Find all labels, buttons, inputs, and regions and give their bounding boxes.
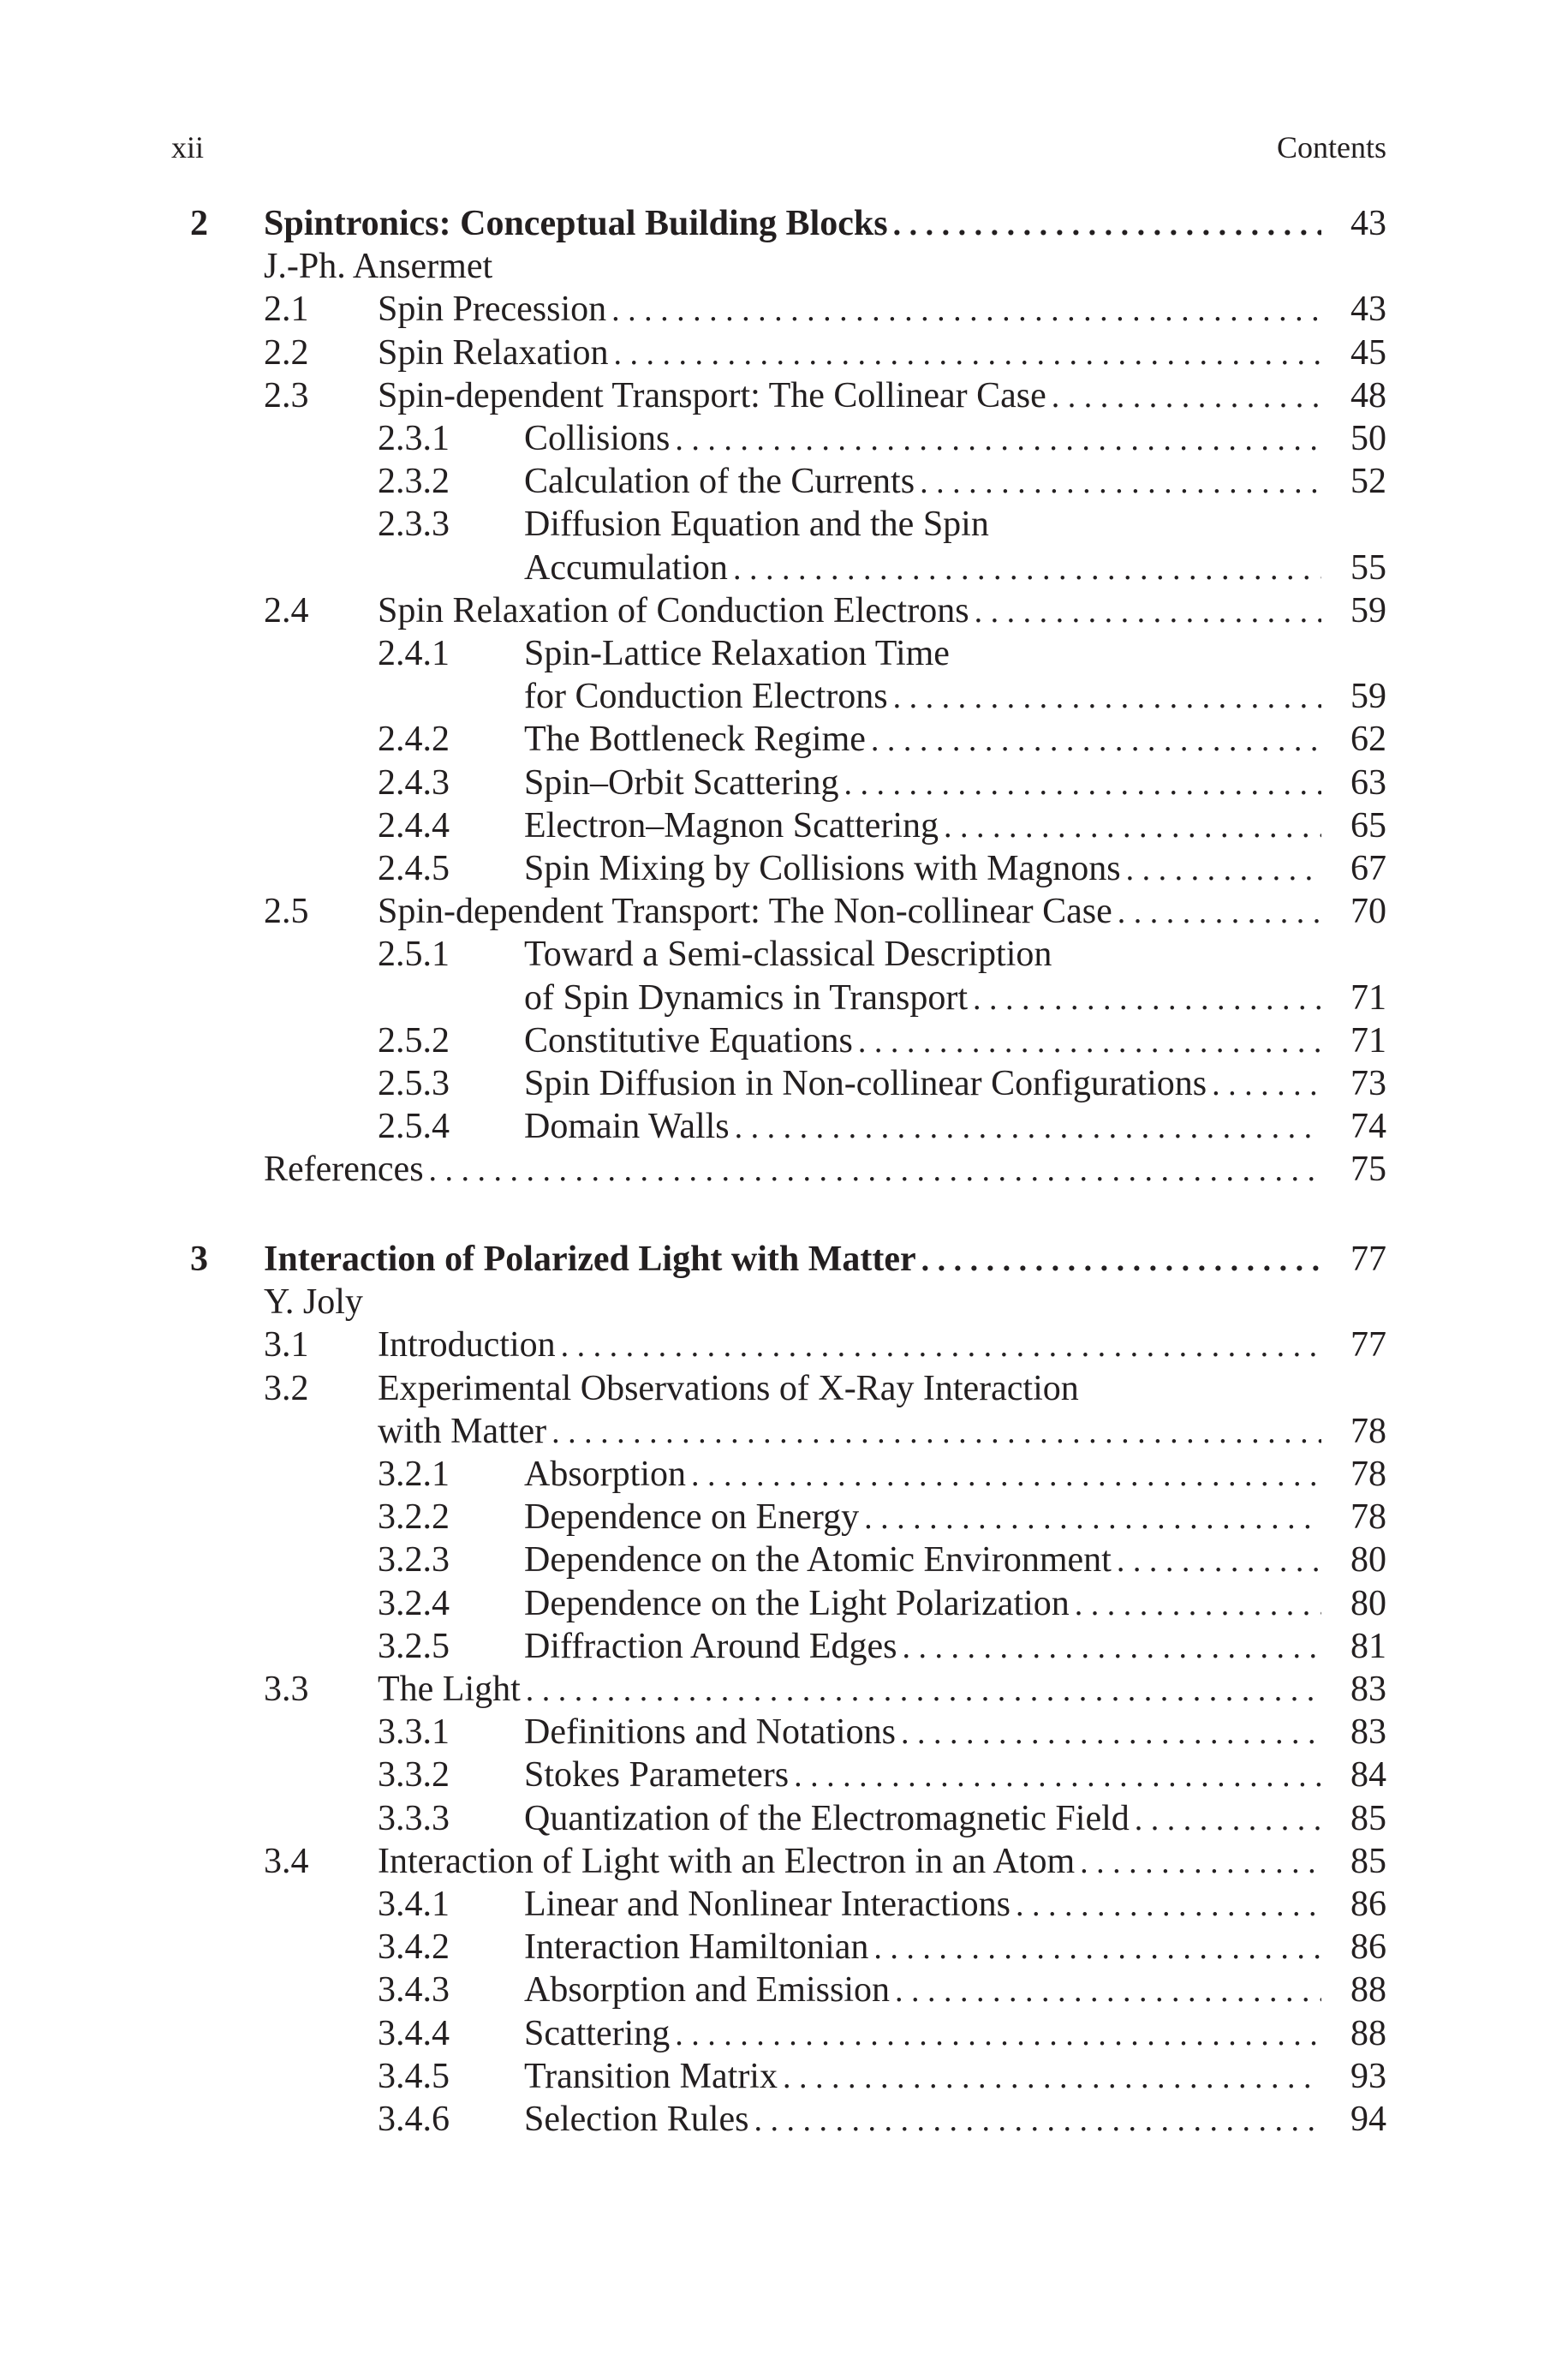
subsection-entry	[378, 2012, 1386, 2055]
dot-leader	[844, 762, 1321, 805]
section-entry	[264, 374, 1386, 417]
subsection-entry	[378, 1453, 1386, 1496]
entry-title: Accumulation	[524, 547, 728, 588]
entry-page: 43	[1350, 204, 1386, 243]
subsection-entry	[378, 1926, 1386, 1969]
entry-title: Spin Relaxation	[378, 332, 609, 373]
dot-leader	[893, 676, 1321, 719]
entry-title: Domain Walls	[524, 1107, 730, 1147]
entry-page: 75	[1350, 1150, 1386, 1190]
entry-title-line	[524, 1496, 1386, 1539]
entry-title-line	[264, 1148, 1386, 1192]
entry-title: Transition Matrix	[524, 2056, 778, 2096]
dot-leader	[858, 1020, 1321, 1063]
entry-title: Interaction Hamiltonian	[524, 1927, 869, 1968]
entry-number: 3.4.1	[378, 1885, 450, 1924]
entry-number: 2.3	[264, 375, 309, 415]
dot-leader	[1212, 1063, 1321, 1106]
section-entry	[264, 332, 1386, 374]
entry-title: Spin Mixing by Collisions with Magnons	[524, 849, 1121, 888]
entry-number: 3.4	[264, 1841, 309, 1881]
subsection-entry	[378, 632, 1386, 675]
chapter-entry	[190, 1238, 1386, 1281]
entry-page: 77	[1350, 1325, 1386, 1365]
entry-page: 94	[1350, 2100, 1386, 2139]
entry-title: J.-Ph. Ansermet	[264, 247, 493, 287]
entry-title: Absorption	[524, 1455, 686, 1494]
dot-leader	[1080, 1841, 1321, 1884]
entry-page: 83	[1350, 1712, 1386, 1753]
entry-number: 3.1	[264, 1325, 309, 1365]
entry-title-line	[524, 1883, 1386, 1927]
entry-title: Experimental Observations of X-Ray Interaction	[378, 1368, 1079, 1408]
entry-title: Spin Relaxation of Conduction Electrons	[378, 590, 969, 630]
entry-title-line	[524, 762, 1386, 805]
entry-title: The Light	[378, 1670, 521, 1709]
dot-leader	[1126, 848, 1321, 891]
entry-number: 3	[190, 1240, 208, 1279]
entry-title-line	[378, 1367, 1386, 1410]
entry-title-line	[378, 890, 1386, 934]
subsection-entry	[378, 2098, 1386, 2141]
section-entry	[264, 589, 1386, 632]
entry-number: 2.4.2	[378, 720, 450, 760]
dot-leader	[864, 1497, 1321, 1539]
entry-title: Electron–Magnon Scattering	[524, 805, 939, 845]
entry-page: 55	[1350, 547, 1386, 588]
entry-page: 67	[1350, 849, 1386, 888]
entry-title: Interaction of Polarized Light with Matter	[264, 1240, 916, 1279]
entry-title-line	[378, 589, 1386, 633]
entry-title: The Bottleneck Regime	[524, 720, 866, 760]
dot-leader	[1117, 1539, 1321, 1582]
subsection-entry	[378, 1754, 1386, 1796]
dot-leader	[613, 332, 1321, 375]
entry-title: Diffusion Equation and the Spin	[524, 505, 989, 545]
entry-page: 78	[1350, 1497, 1386, 1538]
entry-title: Y. Joly	[264, 1282, 363, 1323]
entry-title-line	[524, 417, 1386, 461]
dot-leader	[691, 1454, 1321, 1497]
subsection-entry	[378, 933, 1386, 976]
entry-page: 74	[1350, 1107, 1386, 1147]
chapter-author	[264, 1281, 1386, 1323]
subsection-entry-continuation	[524, 977, 1386, 1019]
entry-number: 2.3.1	[378, 419, 450, 458]
entry-page: 80	[1350, 1540, 1386, 1580]
entry-page: 73	[1350, 1064, 1386, 1103]
entry-page: 86	[1350, 1927, 1386, 1968]
entry-title-line	[524, 1582, 1386, 1626]
entry-title-line	[378, 1323, 1386, 1367]
entry-number: 3.3.3	[378, 1798, 450, 1838]
entry-number: 2.5.1	[378, 935, 450, 975]
subsection-entry	[378, 718, 1386, 761]
dot-leader	[973, 977, 1321, 1020]
dot-leader	[526, 1669, 1321, 1712]
entry-page: 80	[1350, 1583, 1386, 1623]
chapter-entry	[190, 202, 1386, 245]
entry-page: 81	[1350, 1626, 1386, 1666]
entry-number: 2.5.2	[378, 1020, 450, 1061]
subsection-entry	[378, 1711, 1386, 1754]
entry-page: 71	[1350, 977, 1386, 1018]
entry-page: 45	[1350, 332, 1386, 373]
dot-leader	[1118, 891, 1321, 934]
section-entry	[264, 1840, 1386, 1883]
subsection-entry	[378, 1539, 1386, 1581]
dot-leader	[794, 1754, 1321, 1797]
entry-number: 3.4.4	[378, 2013, 450, 2053]
entry-title: Spin Precession	[378, 290, 607, 330]
subsection-entry	[378, 1883, 1386, 1926]
entry-title: Absorption and Emission	[524, 1970, 890, 2011]
entry-title-line	[264, 1238, 1386, 1282]
entry-title: Scattering	[524, 2013, 671, 2053]
entry-page: 88	[1350, 1970, 1386, 2011]
entry-title: Dependence on the Atomic Environment	[524, 1540, 1112, 1580]
entry-title-line	[524, 1754, 1386, 1797]
entry-title-line	[524, 1926, 1386, 1969]
entry-page: 63	[1350, 762, 1386, 803]
entry-title: Spin-dependent Transport: The Non-collinear Case	[378, 892, 1112, 932]
entry-title-line	[524, 547, 1386, 590]
entry-title-line	[378, 1668, 1386, 1712]
entry-title-line	[524, 2098, 1386, 2142]
entry-number: 2.2	[264, 332, 309, 373]
entry-title-line	[524, 1062, 1386, 1106]
entry-number: 3.2	[264, 1368, 309, 1408]
entry-number: 3.2.1	[378, 1455, 450, 1494]
entry-number: 2.5.3	[378, 1064, 450, 1103]
entry-number: 3.4.6	[378, 2100, 450, 2139]
subsection-entry	[378, 503, 1386, 546]
entry-title-line	[524, 1625, 1386, 1669]
entry-title: Selection Rules	[524, 2100, 749, 2139]
entry-title-line	[264, 245, 1386, 288]
subsection-entry-continuation	[524, 675, 1386, 718]
entry-title: Linear and Nonlinear Interactions	[524, 1885, 1011, 1924]
entry-title: Introduction	[378, 1325, 556, 1365]
entry-number: 2.4.1	[378, 634, 450, 673]
section-entry-continuation	[378, 1410, 1386, 1453]
dot-leader	[1052, 375, 1321, 418]
dot-leader	[1135, 1798, 1321, 1841]
entry-title-line	[524, 675, 1386, 719]
dot-leader	[901, 1712, 1321, 1754]
subsection-entry	[378, 804, 1386, 847]
references-entry	[264, 1148, 1386, 1191]
entry-title-line	[524, 2055, 1386, 2099]
entry-title-line	[524, 1453, 1386, 1497]
entry-title-line	[524, 847, 1386, 891]
entry-number: 3.3.2	[378, 1755, 450, 1795]
entry-number: 2.4	[264, 590, 309, 630]
subsection-entry	[378, 1105, 1386, 1148]
entry-title-line	[264, 202, 1386, 246]
entry-title-line	[524, 718, 1386, 762]
entry-title: for Conduction Electrons	[524, 677, 888, 717]
entry-title: Interaction of Light with an Electron in an Atom	[378, 1841, 1076, 1881]
dot-leader	[735, 1106, 1321, 1149]
entry-title-line	[524, 1797, 1386, 1841]
page-number: xii	[171, 130, 205, 164]
entry-title-line	[524, 933, 1386, 976]
entry-title-line	[524, 1105, 1386, 1149]
dot-leader	[429, 1149, 1321, 1192]
dot-leader	[561, 1324, 1321, 1367]
chapter-author	[264, 245, 1386, 288]
entry-number: 2.3.2	[378, 462, 450, 502]
entry-page: 88	[1350, 2013, 1386, 2053]
section-entry	[264, 288, 1386, 331]
section-entry	[264, 890, 1386, 933]
entry-title-line	[524, 1711, 1386, 1754]
subsection-entry	[378, 1019, 1386, 1062]
entry-page: 65	[1350, 805, 1386, 845]
entry-number: 2.4.3	[378, 762, 450, 803]
entry-title-line	[378, 374, 1386, 418]
entry-number: 3.2.5	[378, 1626, 450, 1666]
entry-page: 78	[1350, 1411, 1386, 1451]
section-entry	[264, 1668, 1386, 1711]
entry-page: 86	[1350, 1885, 1386, 1924]
entry-page: 84	[1350, 1755, 1386, 1795]
entry-title-line	[524, 503, 1386, 546]
entry-title: References	[264, 1150, 424, 1190]
entry-number: 2.5.4	[378, 1107, 450, 1147]
entry-title-line	[524, 1969, 1386, 2012]
subsection-entry	[378, 2055, 1386, 2098]
dot-leader	[873, 1927, 1321, 1969]
entry-title-line	[524, 977, 1386, 1020]
entry-number: 3.2.4	[378, 1583, 450, 1623]
entry-title: Diffraction Around Edges	[524, 1626, 897, 1666]
entry-title-line	[378, 1410, 1386, 1454]
entry-title-line	[264, 1281, 1386, 1323]
entry-number: 2.3.3	[378, 505, 450, 545]
entry-page: 78	[1350, 1455, 1386, 1494]
entry-title: Dependence on Energy	[524, 1497, 860, 1538]
entry-title-line	[524, 460, 1386, 504]
entry-title: Dependence on the Light Polarization	[524, 1583, 1070, 1623]
entry-page: 59	[1350, 590, 1386, 630]
entry-page: 62	[1350, 720, 1386, 760]
entry-title: with Matter	[378, 1411, 547, 1451]
subsection-entry-continuation	[524, 547, 1386, 589]
subsection-entry	[378, 460, 1386, 503]
entry-title: Constitutive Equations	[524, 1020, 853, 1061]
entry-page: 70	[1350, 892, 1386, 932]
entry-number: 3.4.2	[378, 1927, 450, 1968]
entry-number: 2.1	[264, 290, 309, 330]
dot-leader	[675, 2013, 1321, 2056]
dot-leader	[920, 461, 1321, 504]
subsection-entry	[378, 1062, 1386, 1105]
dot-leader	[611, 289, 1321, 332]
entry-number: 3.3	[264, 1670, 309, 1709]
entry-title: Spin-dependent Transport: The Collinear Case	[378, 375, 1046, 415]
dot-leader	[733, 547, 1321, 590]
dot-leader	[871, 719, 1321, 762]
entry-title: Calculation of the Currents	[524, 462, 915, 502]
entry-title-line	[378, 1840, 1386, 1884]
dot-leader	[902, 1626, 1321, 1669]
entry-title: Collisions	[524, 419, 671, 458]
entry-page: 85	[1350, 1841, 1386, 1881]
dot-leader	[551, 1411, 1321, 1454]
entry-page: 83	[1350, 1670, 1386, 1709]
subsection-entry	[378, 1797, 1386, 1840]
entry-title-line	[524, 804, 1386, 848]
entry-page: 85	[1350, 1798, 1386, 1838]
entry-number: 2.4.4	[378, 805, 450, 845]
dot-leader	[754, 2099, 1321, 2142]
dot-leader	[783, 2056, 1321, 2099]
dot-leader	[921, 1239, 1321, 1282]
entry-page: 93	[1350, 2056, 1386, 2096]
entry-number: 3.2.2	[378, 1497, 450, 1538]
entry-page: 50	[1350, 419, 1386, 458]
entry-page: 59	[1350, 677, 1386, 717]
entry-page: 48	[1350, 375, 1386, 415]
subsection-entry	[378, 1496, 1386, 1539]
entry-title: Spin–Orbit Scattering	[524, 762, 839, 803]
entry-number: 2.5	[264, 892, 309, 932]
entry-title-line	[378, 332, 1386, 375]
dot-leader	[675, 418, 1321, 461]
dot-leader	[895, 1969, 1321, 2012]
entry-title: Spintronics: Conceptual Building Blocks	[264, 204, 888, 243]
entry-number: 3.4.3	[378, 1970, 450, 2011]
dot-leader	[975, 590, 1321, 633]
entry-title-line	[378, 288, 1386, 332]
subsection-entry	[378, 762, 1386, 804]
entry-page: 52	[1350, 462, 1386, 502]
entry-title-line	[524, 632, 1386, 675]
subsection-entry	[378, 1969, 1386, 2011]
entry-page: 77	[1350, 1240, 1386, 1279]
section-entry	[264, 1323, 1386, 1366]
entry-title: Toward a Semi-classical Description	[524, 935, 1052, 975]
entry-page: 71	[1350, 1020, 1386, 1061]
subsection-entry	[378, 1625, 1386, 1668]
entry-title: Stokes Parameters	[524, 1755, 790, 1795]
entry-title: Quantization of the Electromagnetic Field	[524, 1798, 1130, 1838]
subsection-entry	[378, 847, 1386, 890]
dot-leader	[1016, 1884, 1321, 1927]
entry-title: Definitions and Notations	[524, 1712, 896, 1753]
entry-title-line	[524, 1019, 1386, 1063]
entry-title: Spin-Lattice Relaxation Time	[524, 634, 950, 673]
entry-title: of Spin Dynamics in Transport	[524, 977, 969, 1018]
dot-leader	[893, 203, 1321, 246]
entry-number: 2	[190, 204, 208, 243]
entry-title-line	[524, 1539, 1386, 1582]
entry-number: 2.4.5	[378, 849, 450, 888]
entry-number: 3.3.1	[378, 1712, 450, 1753]
entry-title-line	[524, 2012, 1386, 2056]
entry-number: 3.4.5	[378, 2056, 450, 2096]
dot-leader	[944, 805, 1321, 848]
entry-title: Spin Diffusion in Non-collinear Configurations	[524, 1064, 1207, 1103]
entry-number: 3.2.3	[378, 1540, 450, 1580]
subsection-entry	[378, 1582, 1386, 1625]
entry-page: 43	[1350, 290, 1386, 330]
dot-leader	[1075, 1583, 1321, 1626]
subsection-entry	[378, 417, 1386, 460]
section-entry	[264, 1367, 1386, 1410]
running-title: Contents	[1276, 130, 1386, 164]
